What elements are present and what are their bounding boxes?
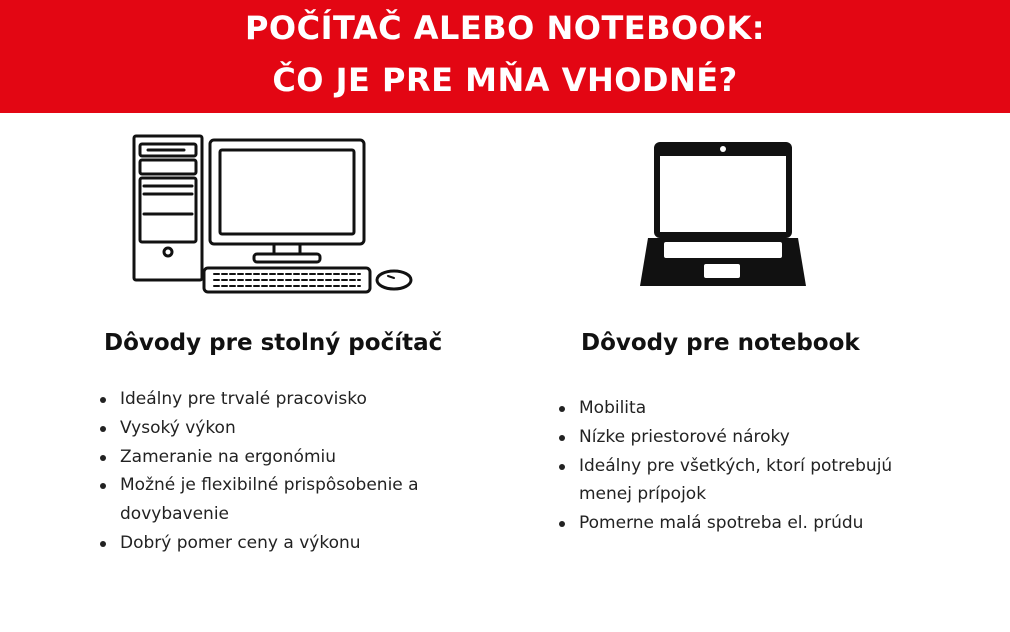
desktop-reasons-title: Dôvody pre stolný počítač xyxy=(104,330,443,356)
list-item: Možné je flexibilné prispôsobenie a dovybavenie xyxy=(98,471,470,529)
title-line-2: ČO JE PRE MŇA VHODNÉ? xyxy=(272,61,738,99)
title-line-1: POČÍTAČ ALEBO NOTEBOOK: xyxy=(244,9,766,47)
list-item: Mobilita xyxy=(557,394,957,423)
desktop-computer-icon xyxy=(128,128,420,300)
list-item: Zameranie na ergonómiu xyxy=(98,443,498,472)
list-item: Pomerne malá spotreba el. prúdu xyxy=(557,509,957,538)
list-item: Nízke priestorové nároky xyxy=(557,423,957,452)
notebook-reasons-title: Dôvody pre notebook xyxy=(581,330,860,356)
laptop-icon xyxy=(636,136,808,292)
notebook-reasons-list xyxy=(557,394,957,538)
list-item: Ideálny pre všetkých, ktorí potrebujú menej prípojok xyxy=(557,452,939,510)
desktop-reasons-list xyxy=(98,385,498,558)
list-item: Ideálny pre trvalé pracovisko xyxy=(98,385,498,414)
list-item: Vysoký výkon xyxy=(98,414,498,443)
list-item: Dobrý pomer ceny a výkonu xyxy=(98,529,498,558)
header-banner xyxy=(0,0,1010,113)
